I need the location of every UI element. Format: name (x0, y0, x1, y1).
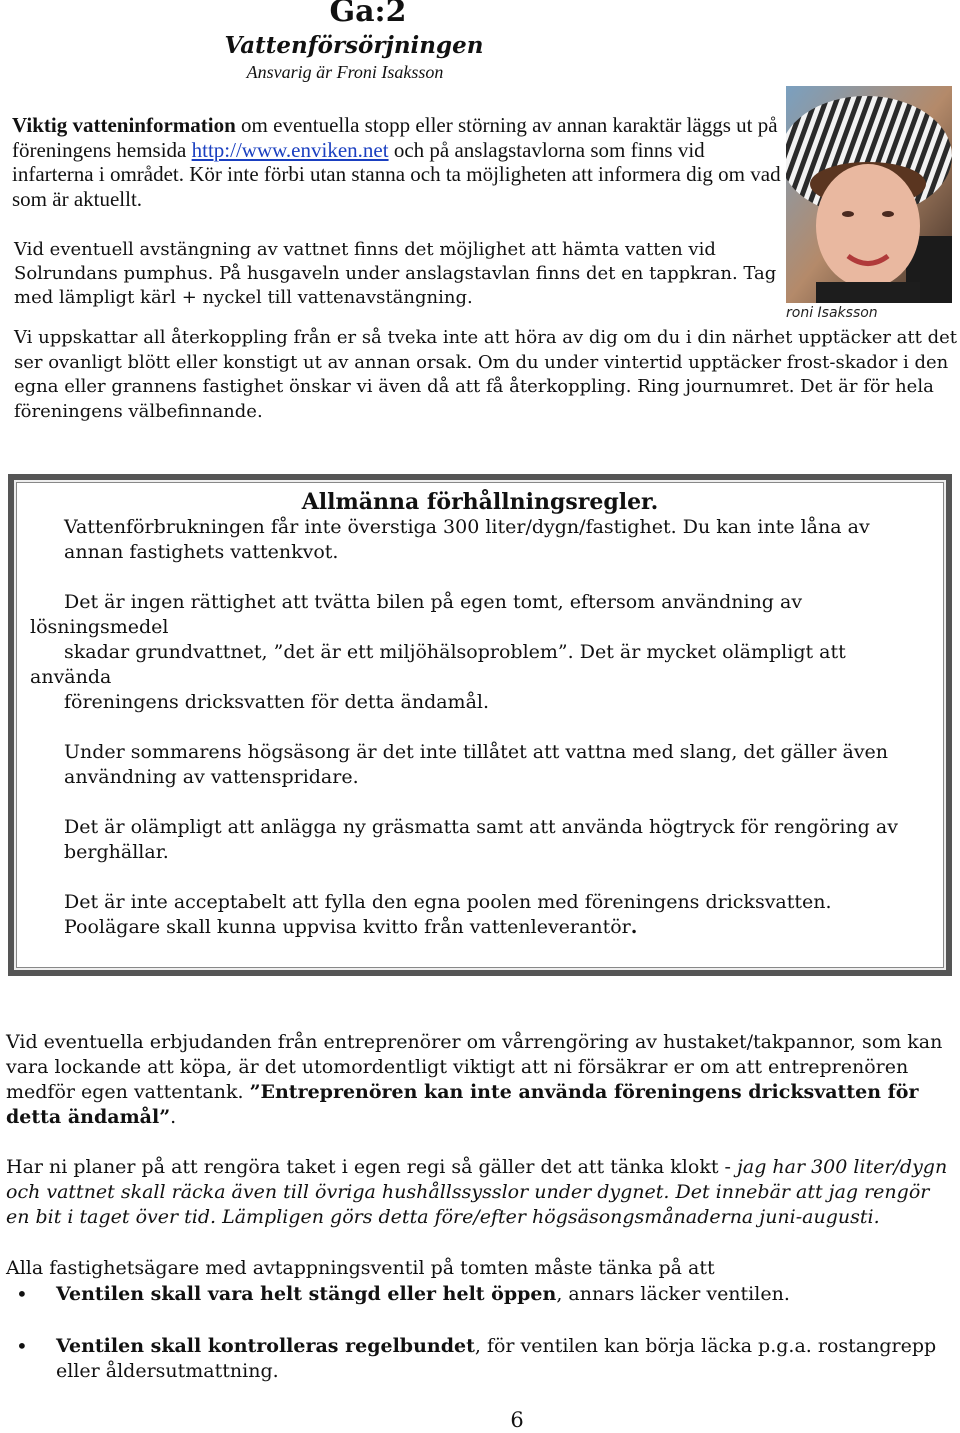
photo-caption: roni Isaksson (786, 305, 878, 321)
rule-4-line-2: berghällar. (64, 841, 169, 863)
rule-2-line-2: lösningsmedel (30, 616, 169, 638)
self-cleaning-italic: jag har 300 liter/dygn och vattnet skall räcka även till övriga hushållssysslor under dygnet. Det innebär att jag rengör en bit i taget över tid. Lämpligen görs detta före/efter högsäsongsmånaderna juni-augusti. (6, 1156, 948, 1228)
intro-paragraph-2: Vid eventuell avstängning av vattnet finns det möjlighet att hämta vatten vid Solrundans pumphus. På husgaveln under anslagstavlan finns det en tappkran. Tag med lämpligt kärl + nyckel till vattenavstängning. (14, 239, 777, 308)
rule-5-line-2: Poolägare skall kunna uppvisa kvitto från vattenleverantör. (64, 916, 638, 938)
rule-1-line-1: Vattenförbrukningen får inte överstiga 300 liter/dygn/fastighet. Du kan inte låna av (64, 516, 870, 538)
page-number: 6 (510, 1408, 524, 1432)
rules-title: Allmänna förhållningsregler. (301, 489, 659, 515)
intro-text-b: och på anslagstavlorna som finns vid infarterna i området. Kör inte förbi utan stanna och ta möjligheten att informera dig om vad som är aktuellt. (12, 137, 781, 211)
self-cleaning-text: Har ni planer på att rengöra taket i egen regi så gäller det att tänka klokt - (6, 1156, 737, 1178)
bullet-icon: • (16, 1282, 28, 1306)
rule-2-line-1: Det är ingen rättighet att tvätta bilen på egen tomt, eftersom användning av (64, 591, 803, 613)
rule-5-line-1: Det är inte acceptabelt att fylla den egna poolen med föreningens dricksvatten. (64, 891, 832, 913)
rule-2-line-5: föreningens dricksvatten för detta ändamål. (64, 691, 490, 713)
rule-3-line-2: användning av vattenspridare. (64, 766, 359, 788)
contractor-text: Vid eventuella erbjudanden från entreprenörer om vårrengöring av hustaket/takpannor, som kan vara lockande att köpa, är det utomordentligt viktigt att ni försäkrar er om att entreprenören medför egen vattentank. (6, 1031, 943, 1103)
portrait-photo (786, 86, 952, 303)
intro-paragraph-3: Vi uppskattar all återkoppling från er så tveka inte att höra av dig om du i din närhet upptäcker att det ser ovanligt blött eller konstigt ut av annan orsak. Om du under vintertid upptäcker frost-skador i den egna eller grannens fastighet önskar vi även då att få återkoppling. Ring journumret. Det är för hela föreningens välbefinnande. (14, 327, 957, 422)
intro-bold: Viktig vatteninformation (12, 113, 236, 137)
contractor-paragraph: Vid eventuella erbjudanden från entreprenörer om vårrengöring av hustaket/takpannor, som kan vara lockande att köpa, är det utomordentligt viktigt att ni försäkrar er om att entreprenören medför egen vattentank. ”Entreprenören kan inte använda föreningens dricksvatten för detta ändamål”. (6, 1031, 943, 1128)
bullet-item-1: • Ventilen skall vara helt stängd eller helt öppen, annars läcker ventilen. (16, 1282, 790, 1306)
portrait-image (786, 86, 952, 303)
rule-1-line-2: annan fastighets vattenkvot. (64, 541, 339, 563)
rule-2-line-4: använda (30, 666, 112, 688)
self-cleaning-paragraph (6, 1155, 956, 1230)
rule-4-line-1: Det är olämpligt att anlägga ny gräsmatta samt att använda högtryck för rengöring av (64, 816, 898, 838)
page-subtitle: Ansvarig är Froni Isaksson (246, 62, 444, 82)
contractor-bold: ”Entreprenören kan inte använda föreningens dricksvatten för detta ändamål” (6, 1081, 919, 1128)
bullet-icon: • (16, 1334, 28, 1358)
page-title: Vattenförsörjningen (224, 32, 484, 59)
intro-paragraph-1 (12, 113, 782, 211)
valve-intro: Alla fastighetsägare med avtappningsventil på tomten måste tänka på att (6, 1257, 715, 1279)
website-link[interactable]: http://www.enviken.net (191, 137, 389, 162)
section-code: Ga:2 (329, 0, 407, 29)
bullet-item-2: • Ventilen skall kontrolleras regelbundet, för ventilen kan börja läcka p.g.a. rostangrepp eller åldersutmattning. (16, 1334, 937, 1382)
rule-2-line-3: skadar grundvattnet, ”det är ett miljöhälsoproblem”. Det är mycket olämpligt att (64, 641, 846, 663)
intro-text-a: om eventuella stopp eller störning av annan karaktär läggs ut på föreningens hemsida (12, 113, 778, 162)
rule-3-line-1: Under sommarens högsäsong är det inte tillåtet att vattna med slang, det gäller även (64, 741, 889, 763)
